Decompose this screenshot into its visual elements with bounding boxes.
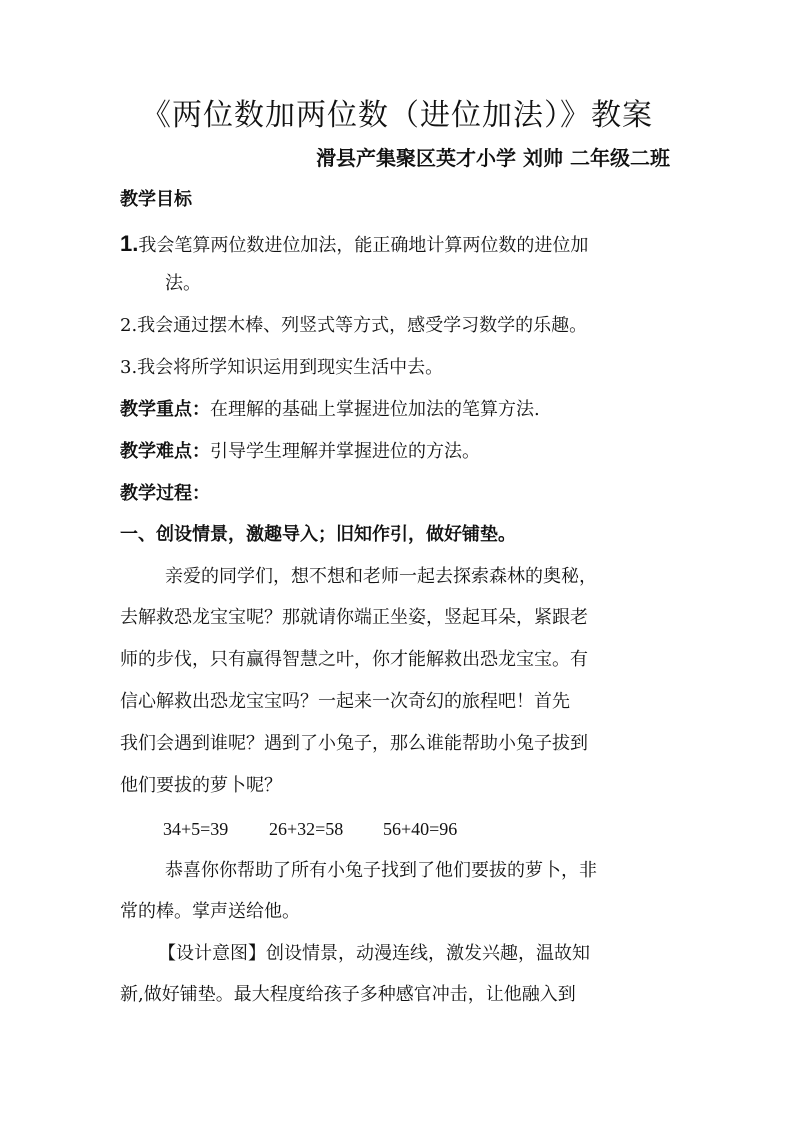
difficulty-point	[120, 438, 680, 466]
objective-1	[120, 230, 680, 260]
objective-1-text: 我会笔算两位数进位加法，能正确地计算两位数的进位加	[138, 235, 589, 256]
paragraph-1-line-5: 我们会遇到谁呢？遇到了小兔子，那么谁能帮助小兔子拔到	[120, 733, 588, 754]
paragraph-1-line-3: 师的步伐，只有赢得智慧之叶，你才能解救出恐龙宝宝。有	[120, 649, 588, 670]
equation-3: 56+40=96	[383, 819, 458, 839]
paragraph-1-line-1: 亲爱的同学们，想不想和老师一起去探索森林的奥秘，	[165, 566, 597, 587]
paragraph-1-line-2: 去解救恐龙宝宝呢？那就请你端正坐姿，竖起耳朵，紧跟老	[120, 607, 588, 628]
paragraph-3-line-1: 【设计意图】创设情景，动漫连线，激发兴趣，温故知	[158, 943, 590, 964]
key-point	[120, 396, 680, 424]
objective-3: 3.我会将所学知识运用到现实生活中去。	[120, 357, 444, 378]
equation-1: 34+5=39	[163, 819, 229, 839]
equation-2: 26+32=58	[269, 819, 344, 839]
key-point-label: 教学重点：	[120, 399, 210, 420]
paragraph-2-line-1: 恭喜你你帮助了所有小兔子找到了他们要拔的萝卜，非	[165, 860, 597, 881]
equations-row	[163, 815, 457, 843]
key-point-text: 在理解的基础上掌握进位加法的笔算方法.	[210, 399, 540, 420]
objective-2: 2.我会通过摆木棒、列竖式等方式，感受学习数学的乐趣。	[120, 315, 588, 336]
document-title: 《两位数加两位数（进位加法）》教案	[141, 98, 653, 133]
objective-1-continued: 法。	[165, 273, 201, 294]
paragraph-3-line-2: 新,做好铺垫。最大程度给孩子多种感官冲击，让他融入到	[120, 984, 576, 1005]
difficulty-text: 引导学生理解并掌握进位的方法。	[210, 441, 480, 462]
objective-1-number: 1.	[120, 231, 139, 256]
paragraph-1-line-6: 他们要拔的萝卜呢？	[120, 775, 282, 796]
author-line: 滑县产集聚区英才小学 刘帅 二年级二班	[316, 146, 670, 170]
process-heading: 教学过程：	[120, 483, 210, 504]
section-1-heading: 一、创设情景，激趣导入；旧知作引，做好铺垫。	[120, 524, 516, 545]
difficulty-label: 教学难点：	[120, 441, 210, 462]
objectives-heading: 教学目标	[120, 189, 192, 210]
paragraph-1-line-4: 信心解救出恐龙宝宝吗？一起来一次奇幻的旅程吧！首先	[120, 691, 570, 712]
paragraph-2-line-2: 常的棒。掌声送给他。	[120, 901, 300, 922]
